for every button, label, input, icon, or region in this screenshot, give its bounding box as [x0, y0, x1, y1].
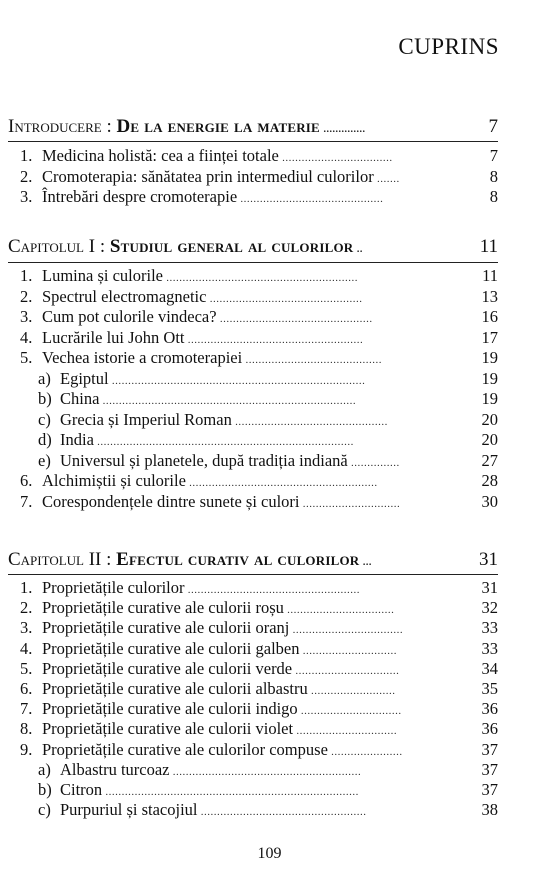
entry-page-number: 36 — [481, 719, 498, 738]
dot-leader: ............................................... — [206, 293, 363, 305]
section-divider — [8, 141, 498, 142]
toc-entry — [20, 659, 498, 679]
dot-leader: ...................................................... — [184, 334, 364, 346]
section-label: Capitolul II — [8, 549, 102, 570]
entry-page-number: 16 — [481, 307, 498, 326]
entry-page-number: 37 — [481, 780, 498, 799]
entry-page-number: 8 — [489, 187, 498, 206]
entry-page-number: 32 — [481, 598, 498, 617]
entry-title: Albastru turcoaz — [60, 760, 170, 779]
section-heading — [8, 549, 498, 571]
dot-leader: .......................... — [307, 685, 396, 697]
section-divider — [8, 262, 498, 263]
dot-leader: .................................. — [278, 152, 393, 164]
entry-number: 1. — [20, 146, 33, 165]
entry-title: Citron — [60, 780, 103, 799]
dot-leader: ............................... — [297, 705, 402, 717]
entry-page-number: 33 — [481, 639, 498, 658]
section-heading — [8, 116, 498, 138]
section-title: De la energie la materie — [116, 116, 320, 137]
toc-entry — [20, 639, 498, 659]
entry-page-number: 19 — [481, 348, 498, 367]
dot-leader: ................................................... — [197, 806, 367, 818]
section-title: Studiul general al culorilor — [109, 236, 354, 257]
entry-page-number: 20 — [481, 410, 498, 429]
dot-leader: ............................................... — [216, 313, 373, 325]
section-page-number: 31 — [479, 549, 498, 570]
toc-entry — [20, 146, 498, 166]
entry-number: 3. — [20, 307, 33, 326]
toc-entry — [20, 307, 498, 327]
entry-title: Cum pot culorile vindeca? — [42, 307, 217, 326]
entry-page-number: 8 — [489, 167, 498, 186]
entry-number: a) — [38, 369, 51, 388]
toc-entry — [38, 451, 498, 471]
entry-page-number: 27 — [481, 451, 498, 470]
entry-number: 8. — [20, 719, 33, 738]
entry-title: Cromoterapia: sănătatea prin intermediul culorilor — [42, 167, 374, 186]
entry-number: 4. — [20, 639, 33, 658]
toc-entry — [38, 760, 498, 780]
section-page-number: 11 — [479, 236, 498, 257]
toc-entry — [20, 167, 498, 187]
entry-number: 2. — [20, 598, 33, 617]
entry-title: Grecia și Imperiul Roman — [60, 410, 232, 429]
entry-title: Vechea istorie a cromoterapiei — [42, 348, 243, 367]
toc-entry — [20, 187, 498, 207]
entry-page-number: 33 — [481, 618, 498, 637]
toc-entry — [20, 287, 498, 307]
entry-page-number: 34 — [481, 659, 498, 678]
entry-title: Lumina și culorile — [42, 266, 163, 285]
toc-entry — [20, 740, 498, 760]
section-page-number: 7 — [488, 116, 498, 137]
dot-leader: ...................... — [327, 746, 403, 758]
entry-page-number: 17 — [481, 328, 498, 347]
entry-title: Proprietățile curative ale culorii oranj — [42, 618, 290, 637]
toc-entry — [20, 598, 498, 618]
toc-entry — [38, 430, 498, 450]
dot-leader: ........................................................... — [162, 272, 358, 284]
entry-title: Egiptul — [60, 369, 109, 388]
toc-entry — [20, 471, 498, 491]
toc-entry — [38, 389, 498, 409]
toc-entry — [20, 578, 498, 598]
entry-title: Corespondențele dintre sunete și culori — [42, 492, 300, 511]
toc-entry — [20, 348, 498, 368]
entry-number: 1. — [20, 578, 33, 597]
section-heading — [8, 236, 498, 258]
entry-title: Proprietățile curative ale culorii roșu — [42, 598, 284, 617]
entry-title: Proprietățile culorilor — [42, 578, 185, 597]
dot-leader: .............................................................................. — [108, 375, 366, 387]
toc-entry — [38, 410, 498, 430]
section-title: Efectul curativ al culorilor — [116, 549, 360, 570]
dot-leader: .. — [353, 241, 363, 256]
entry-page-number: 13 — [481, 287, 498, 306]
page-title: CUPRINS — [398, 34, 499, 59]
toc-entry — [20, 699, 498, 719]
entry-title: Proprietățile curative ale culorilor compuse — [42, 740, 328, 759]
toc-entry — [38, 800, 498, 820]
entry-title: Alchimiștii și culorile — [42, 471, 186, 490]
entry-title: Lucrările lui John Ott — [42, 328, 185, 347]
dot-leader: .......................................... — [242, 354, 382, 366]
entry-number: 5. — [20, 659, 33, 678]
dot-leader: ............................................................................... — [93, 436, 354, 448]
entry-number: 9. — [20, 740, 33, 759]
entry-title: Proprietățile curative ale culorii albastru — [42, 679, 308, 698]
entry-title: Spectrul electromagnetic — [42, 287, 207, 306]
entry-title: Proprietățile curative ale culorii indigo — [42, 699, 298, 718]
entry-title: Proprietățile curative ale culorii verde — [42, 659, 293, 678]
dot-leader: ............................... — [293, 725, 398, 737]
entry-number: 3. — [20, 618, 33, 637]
dot-leader: .............................................................................. — [99, 395, 357, 407]
entry-title: Proprietățile curative ale culorii galben — [42, 639, 300, 658]
entry-page-number: 19 — [481, 369, 498, 388]
entry-page-number: 36 — [481, 699, 498, 718]
toc-entry — [20, 679, 498, 699]
entry-number: 4. — [20, 328, 33, 347]
dot-leader: .............................................................................. — [102, 786, 359, 798]
entry-number: 7. — [20, 492, 33, 511]
section-divider — [8, 574, 498, 575]
entry-page-number: 37 — [481, 740, 498, 759]
dot-leader: .............. — [319, 121, 365, 136]
entry-number: 1. — [20, 266, 33, 285]
dot-leader: ............................. — [299, 645, 397, 657]
entry-page-number: 35 — [481, 679, 498, 698]
entry-number: 6. — [20, 679, 33, 698]
entry-title: China — [60, 389, 100, 408]
dot-leader: ................................ — [292, 665, 400, 677]
entry-page-number: 31 — [481, 578, 498, 597]
entry-title: Universul și planetele, după tradiția indiană — [60, 451, 348, 470]
toc-entry — [20, 719, 498, 739]
entry-number: c) — [38, 410, 51, 429]
section-separator: : — [101, 549, 117, 570]
entry-page-number: 11 — [482, 266, 498, 285]
entry-number: a) — [38, 760, 51, 779]
dot-leader: ............................................ — [237, 193, 384, 205]
section-label: Capitolul I — [8, 236, 96, 257]
entry-title: Proprietățile curative ale culorii violet — [42, 719, 294, 738]
toc-entry — [38, 780, 498, 800]
dot-leader: ............................................... — [231, 416, 388, 428]
entry-number: e) — [38, 451, 51, 470]
dot-leader: .......................................................... — [185, 477, 378, 489]
entry-number: 3. — [20, 187, 33, 206]
entry-title: Purpuriul și stacojiul — [60, 800, 198, 819]
entry-number: c) — [38, 800, 51, 819]
dot-leader: ..................................................... — [184, 584, 360, 596]
section-separator: : — [95, 236, 110, 257]
entry-title: Întrebări despre cromoterapie — [42, 187, 238, 206]
entry-title: Medicina holistă: cea a ființei totale — [42, 146, 279, 165]
page-number: 109 — [257, 845, 282, 862]
entry-number: 7. — [20, 699, 33, 718]
entry-title: India — [60, 430, 94, 449]
toc-entry — [20, 618, 498, 638]
dot-leader: ................................. — [283, 604, 395, 616]
dot-leader: .............................. — [299, 498, 401, 510]
dot-leader: ............... — [347, 457, 400, 469]
entry-page-number: 38 — [481, 800, 498, 819]
section-separator: : — [101, 116, 117, 137]
entry-page-number: 19 — [481, 389, 498, 408]
entry-number: d) — [38, 430, 52, 449]
section-label: Introducere — [8, 116, 102, 137]
entry-number: 5. — [20, 348, 33, 367]
toc-entry — [38, 369, 498, 389]
dot-leader: .................................. — [289, 624, 404, 636]
dot-leader: ... — [359, 554, 372, 569]
entry-page-number: 37 — [481, 760, 498, 779]
toc-entry — [20, 492, 498, 512]
dot-leader: .......................................................... — [169, 766, 362, 778]
toc-entry — [20, 328, 498, 348]
entry-page-number: 28 — [481, 471, 498, 490]
toc-entry — [20, 266, 498, 286]
entry-page-number: 7 — [489, 146, 498, 165]
entry-number: b) — [38, 389, 52, 408]
dot-leader: ....... — [373, 173, 400, 185]
entry-number: 2. — [20, 287, 33, 306]
entry-number: b) — [38, 780, 52, 799]
entry-page-number: 30 — [481, 492, 498, 511]
entry-number: 6. — [20, 471, 33, 490]
entry-page-number: 20 — [481, 430, 498, 449]
entry-number: 2. — [20, 167, 33, 186]
